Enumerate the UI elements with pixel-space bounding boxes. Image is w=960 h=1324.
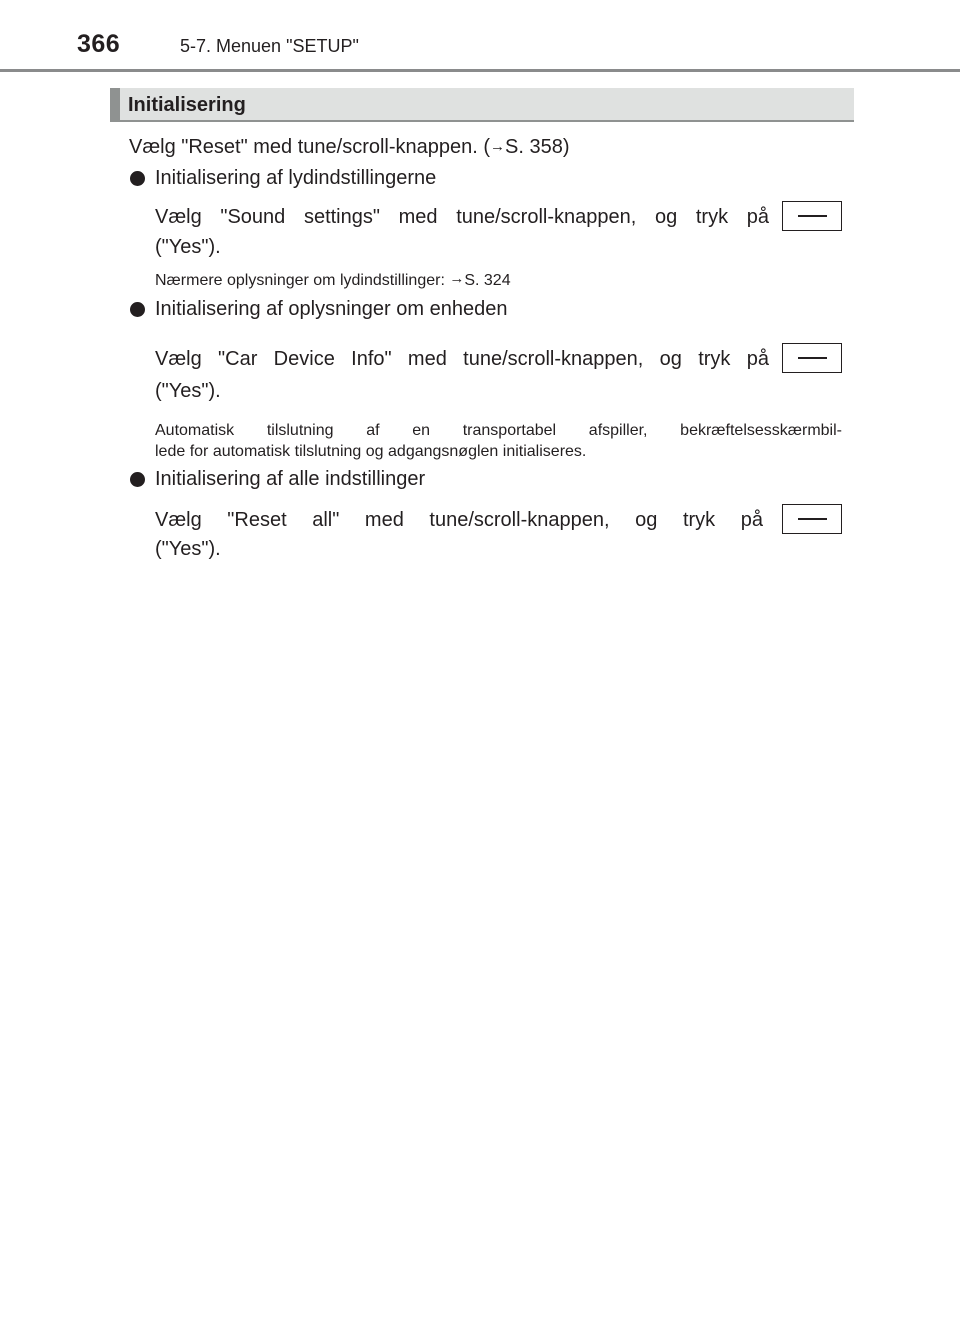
section-header [110,88,854,122]
bullet-icon [130,302,145,317]
item-instruction-device: Vælg "Car Device Info" med tune/scroll-knappen, og tryk på [155,348,769,370]
item-heading-sound: Initialisering af lydindstillingerne [155,167,437,189]
yes-dash-button [782,504,842,534]
item-note-sound [155,271,511,291]
note-text: Nærmere oplysninger om lydindstillinger: [155,272,450,289]
intro-page-ref: S. 358) [505,136,570,158]
page-number: 366 [77,30,121,58]
item-note-device-line1: Automatisk tilslutning af en transportabel afspiller, bekræftelsesskærmbil- [155,422,842,439]
note-page-ref: S. 324 [464,272,511,289]
header-rule [0,69,960,72]
arrow-right-icon: → [490,138,506,155]
bullet-icon [130,171,145,186]
intro-instruction: Vælg "Reset" med tune/scroll-knappen. ( [129,136,491,158]
item-note-device-line2: lede for automatisk tilslutning og adgangsnøglen initialiseres. [155,443,587,460]
item-heading-device: Initialisering af oplysninger om enheden [155,298,508,320]
dash-icon [798,215,827,217]
dash-icon [798,518,827,520]
item-instruction-sound-cont: ("Yes"). [155,236,221,258]
item-instruction-device-cont: ("Yes"). [155,380,221,402]
item-instruction-sound: Vælg "Sound settings" med tune/scroll-knappen, og tryk på [155,206,769,228]
dash-icon [798,357,827,359]
yes-dash-button [782,201,842,231]
intro-text [129,132,570,164]
arrow-right-icon: → [449,270,465,287]
item-instruction-all: Vælg "Reset all" med tune/scroll-knappen, og tryk på [155,509,763,531]
yes-dash-button [782,343,842,373]
item-instruction-all-cont: ("Yes"). [155,538,221,560]
section-title: Initialisering [128,94,246,116]
item-heading-all: Initialisering af alle indstillinger [155,468,426,490]
chapter-title: 5-7. Menuen "SETUP" [180,36,359,56]
bullet-icon [130,472,145,487]
